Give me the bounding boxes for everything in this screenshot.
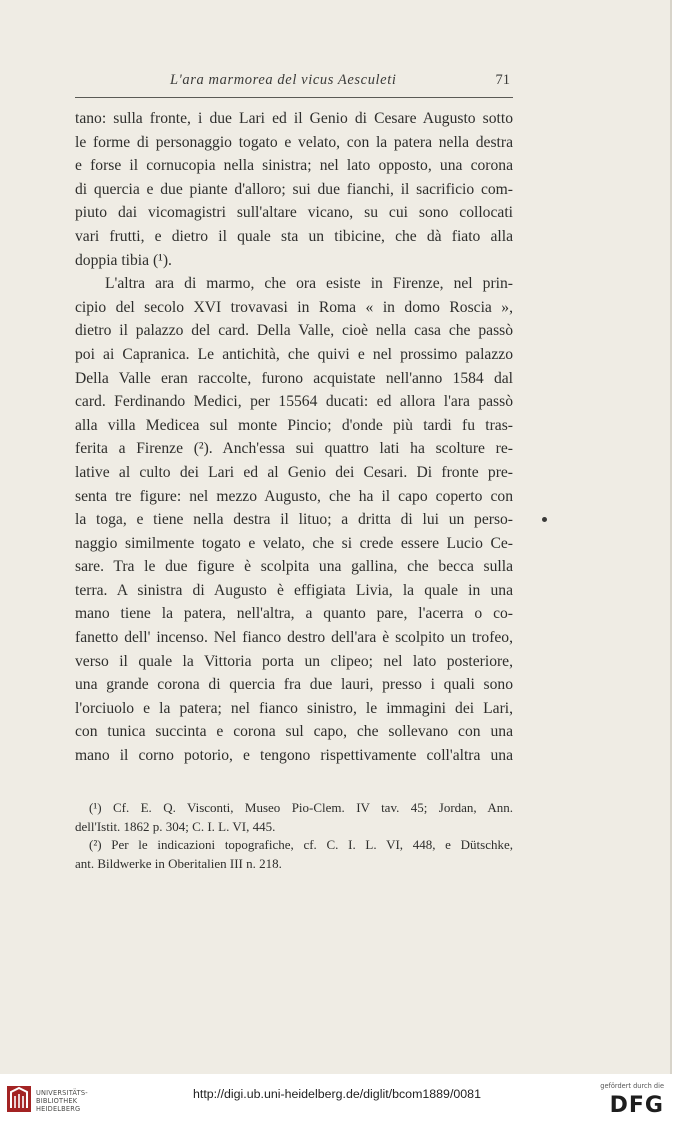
text-line: le forme di personaggio togato e velato, con la patera nella destra: [75, 133, 513, 151]
text-line: L'altra ara di marmo, che ora esiste in Firenze, nel prin-: [105, 275, 513, 293]
footnote-line: (¹) Cf. E. Q. Visconti, Museo Pio-Clem. IV tav. 45; Jordan, Ann.: [89, 800, 513, 815]
text-line: ferita a Firenze (²). Anch'essa sui quattro lati ha scolture re-: [75, 440, 513, 458]
text-line: lative al culto dei Lari ed al Genio dei Cesari. Di fronte pre-: [75, 463, 513, 481]
footnote-line: (²) Per le indicazioni topografiche, cf. C. I. L. VI, 448, e Dütschke,: [89, 837, 513, 852]
text-line: con tunica succinta e corona sul capo, che sollevano con una: [75, 723, 513, 741]
text-line: terra. A sinistra di Augusto è effigiata Livia, la quale in una: [75, 581, 513, 599]
running-title: L'ara marmorea del vicus Aesculeti: [170, 72, 397, 88]
text-line: sare. Tra le due figure è scolpita una gallina, che becca sulla: [75, 558, 513, 576]
dfg-logo: DFG: [609, 1093, 664, 1118]
text-line: dietro il palazzo del card. Della Valle, cioè nella casa che passò: [75, 322, 513, 340]
text-line: vari frutti, e dietro il quale sta un tibicine, che dà fiato alla: [75, 227, 513, 245]
header-rule: [75, 97, 513, 98]
text-line: mano il corno potorio, e tengono rispettivamente coll'altra una: [75, 747, 513, 765]
margin-dot: [542, 517, 547, 522]
footnote-line: ant. Bildwerke in Oberitalien III n. 218.: [75, 855, 282, 871]
footnote-line: dell'Istit. 1862 p. 304; C. I. L. VI, 445.: [75, 818, 276, 834]
text-line: alla villa Medicea sul monte Pincio; d'onde più tardi fu tras-: [75, 416, 513, 434]
text-line: Della Valle eran raccolte, furono acquistate nell'anno 1584 dal: [75, 369, 513, 387]
text-line: tano: sulla fronte, i due Lari ed il Genio di Cesare Augusto sotto: [75, 110, 513, 127]
permalink[interactable]: http://digi.ub.uni-heidelberg.de/diglit/bcom1889/0081: [193, 1087, 481, 1101]
library-line: BIBLIOTHEK: [36, 1097, 78, 1105]
text-line: doppia tibia (¹).: [75, 251, 172, 269]
library-line: UNIVERSITÄTS-: [36, 1089, 88, 1097]
library-line: HEIDELBERG: [36, 1105, 81, 1113]
text-line: mano tiene la patera, nell'altra, a quanto pare, l'acerra o co-: [75, 605, 513, 623]
text-line: card. Ferdinando Medici, per 15564 ducati: ed allora l'ara passò: [75, 393, 513, 411]
viewer-footer: [0, 1076, 674, 1125]
running-header: [75, 72, 513, 92]
footnotes: [75, 799, 513, 873]
text-line: la toga, e tiene nella destra il lituo; a dritta di lui un perso-: [75, 511, 513, 529]
text-line: e forse il cornucopia nella sinistra; nel lato opposto, una corona: [75, 157, 513, 175]
text-line: verso il quale la Vittoria porta un clipeo; nel lato posteriore,: [75, 652, 513, 670]
text-line: naggio similmente togato e velato, che si crede essere Lucio Ce-: [75, 534, 513, 552]
text-line: fanetto dell' incenso. Nel fianco destro dell'ara è scolpito un trofeo,: [75, 629, 513, 647]
text-line: senta tre figure: nel mezzo Augusto, che ha il capo coperto con: [75, 487, 513, 505]
page-number: 71: [495, 72, 510, 88]
body-text: [75, 107, 513, 768]
text-line: poi ai Capranica. Le antichità, che quivi e nel prossimo palazzo: [75, 345, 513, 363]
text-line: l'orciuolo e la patera; nel fianco sinistro, le immagini dei Lari,: [75, 699, 513, 717]
funded-by-caption: gefördert durch die: [600, 1082, 664, 1090]
text-line: piuto dai vicomagistri sull'altare vicano, su cui sono collocati: [75, 204, 513, 222]
text-line: una grande corona di quercia fra due lauri, presso i quali sono: [75, 676, 513, 694]
text-line: cipio del secolo XVI trovavasi in Roma « in domo Roscia »,: [75, 298, 513, 316]
text-line: di quercia e due piante d'alloro; sui due fianchi, il sacrificio com-: [75, 180, 513, 198]
